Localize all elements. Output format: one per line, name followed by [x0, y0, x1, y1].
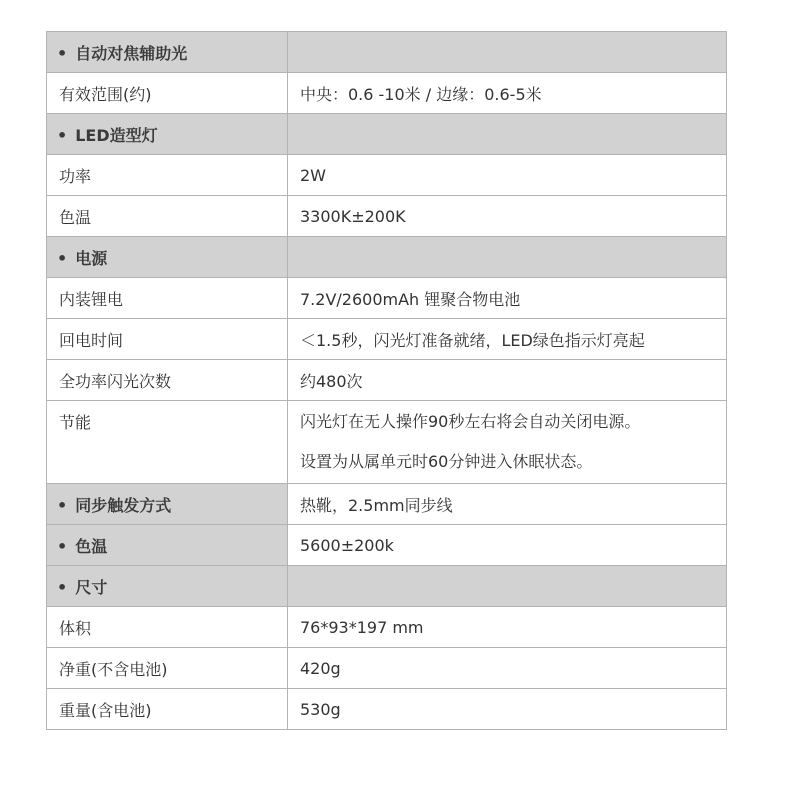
section-row-led — [47, 114, 727, 155]
section-row-sync — [47, 484, 727, 525]
spec-table — [46, 31, 727, 730]
row-label: 体积 — [47, 607, 288, 648]
row-value: 76*93*197 mm — [288, 607, 727, 648]
row-value: 中央：0.6 -10米 / 边缘：0.6-5米 — [288, 73, 727, 114]
row-label: 节能 — [47, 401, 288, 484]
section-row-color-temp — [47, 525, 727, 566]
section-label — [47, 32, 288, 73]
table-row — [47, 73, 727, 114]
section-title: 自动对焦辅助光 — [75, 43, 188, 63]
row-label: 有效范围(约) — [47, 73, 288, 114]
section-value — [288, 32, 727, 73]
row-label: 重量(含电池) — [47, 689, 288, 730]
row-label: 回电时间 — [47, 319, 288, 360]
row-label: 全功率闪光次数 — [47, 360, 288, 401]
row-value: 7.2V/2600mAh 锂聚合物电池 — [288, 278, 727, 319]
section-title: 同步触发方式 — [75, 495, 172, 515]
section-row-dimensions — [47, 566, 727, 607]
row-value: ＜1.5秒，闪光灯准备就绪，LED绿色指示灯亮起 — [288, 319, 727, 360]
row-value: 530g — [288, 689, 727, 730]
bullet: • — [57, 577, 68, 597]
table-row-multiline — [47, 401, 727, 484]
table-row — [47, 648, 727, 689]
section-title: 尺寸 — [75, 577, 108, 597]
section-title: LED造型灯 — [75, 125, 158, 145]
section-value — [288, 566, 727, 607]
bullet: • — [57, 125, 68, 145]
section-label — [47, 237, 288, 278]
table-row — [47, 278, 727, 319]
row-value: 2W — [288, 155, 727, 196]
row-value: 420g — [288, 648, 727, 689]
section-title: 色温 — [75, 536, 108, 556]
section-row-power — [47, 237, 727, 278]
row-value: 3300K±200K — [288, 196, 727, 237]
section-row-af-assist — [47, 32, 727, 73]
row-value — [288, 401, 727, 484]
section-title: 电源 — [75, 248, 108, 268]
bullet: • — [57, 248, 68, 268]
row-label: 内装锂电 — [47, 278, 288, 319]
section-value: 热靴，2.5mm同步线 — [288, 484, 727, 525]
row-label: 色温 — [47, 196, 288, 237]
table-row — [47, 360, 727, 401]
table-row — [47, 319, 727, 360]
row-value-line: 闪光灯在无人操作90秒左右将会自动关闭电源。 — [300, 412, 641, 431]
row-value-line: 设置为从属单元时60分钟进入休眠状态。 — [300, 452, 593, 471]
row-value: 约480次 — [288, 360, 727, 401]
row-label: 净重(不含电池) — [47, 648, 288, 689]
bullet: • — [57, 43, 68, 63]
table-row — [47, 689, 727, 730]
bullet: • — [57, 495, 68, 515]
table-row — [47, 196, 727, 237]
section-value: 5600±200k — [288, 525, 727, 566]
table-row — [47, 607, 727, 648]
section-label — [47, 484, 288, 525]
section-label — [47, 525, 288, 566]
bullet: • — [57, 536, 68, 556]
section-value — [288, 114, 727, 155]
section-label — [47, 566, 288, 607]
section-value — [288, 237, 727, 278]
table-row — [47, 155, 727, 196]
section-label — [47, 114, 288, 155]
row-label: 功率 — [47, 155, 288, 196]
